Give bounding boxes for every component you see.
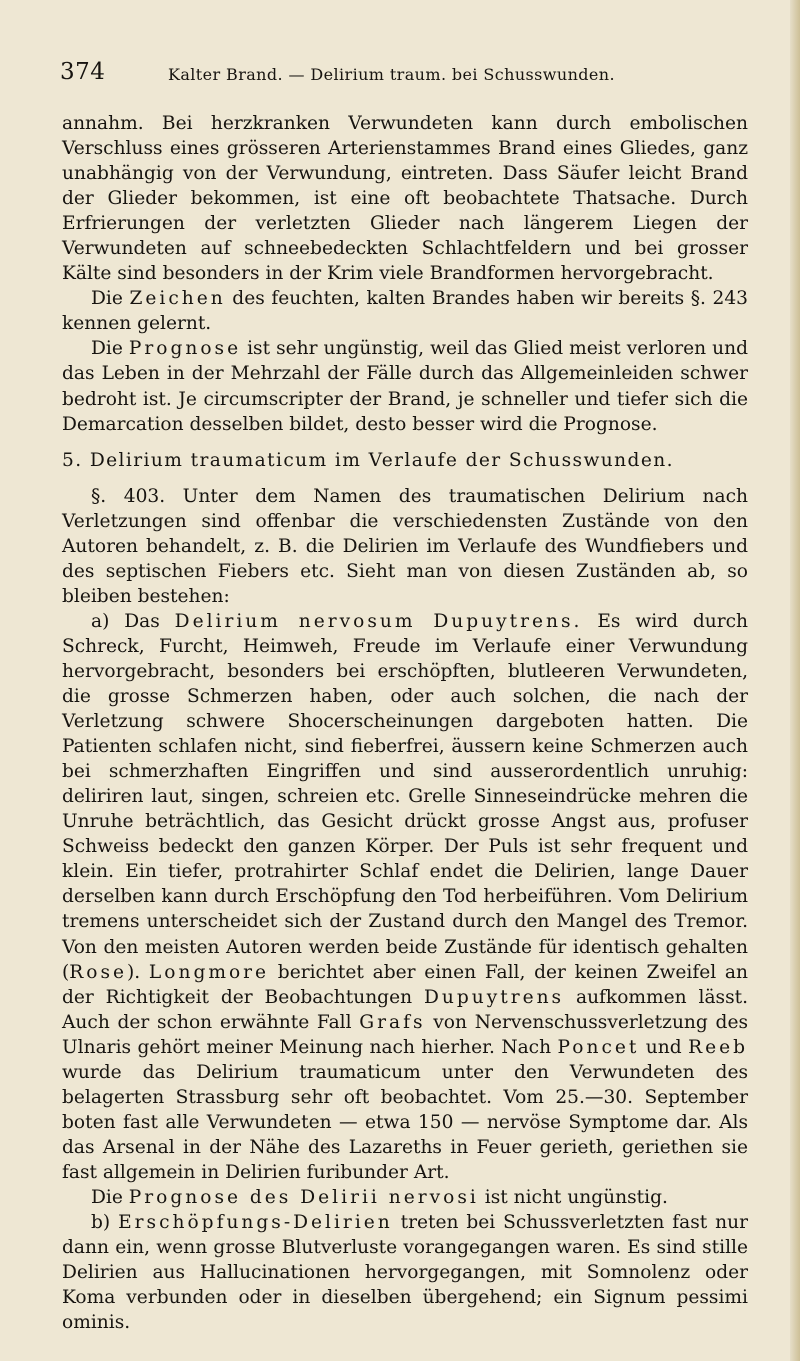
body-text (62, 111, 748, 1335)
paragraph-lead: Die (91, 338, 123, 360)
paragraph-rest: ist nicht ungünstig. (484, 1186, 668, 1208)
spaced-name-rose: Rose (69, 961, 128, 983)
paragraph-prognosis (62, 336, 748, 436)
spaced-name-poncet: Poncet (557, 1036, 640, 1058)
text-run: von Nervenschussverletzung des Ulnaris gehört meiner Meinung nach hierher. Nach (62, 1011, 748, 1058)
spaced-term-zeichen: Zeichen (129, 288, 226, 310)
paragraph-rest: treten bei Schussverletzten fast nur dann ein, wenn grosse Blutverluste vorangegangen waren. Es sind stille Delirien aus Hallucinationen hervorgegangen, mit Somnolenz oder Koma verbunden oder in dieselben übergehend; ein Signum pessimi ominis. (62, 1212, 748, 1334)
spaced-term-prognose: Prognose (128, 338, 242, 360)
spaced-name-longmore: Longmore (148, 961, 270, 983)
paragraph-lead: b) (91, 1212, 111, 1234)
spaced-term-prognose-delirii: Prognose des Delirii nervosi (128, 1186, 479, 1208)
spaced-name-dupuytrens: Dupuytrens (423, 986, 565, 1008)
text-run: berichtet aber einen Fall, der keinen Zweifel an der Richtigkeit der Beobachtungen (62, 961, 748, 1008)
running-header (60, 59, 760, 89)
page-number: 374 (60, 59, 106, 85)
paragraph-rest: ist sehr ungünstig, weil das Glied meist verloren und das Leben in der Mehrzahl der Fälle durch das Allgemeinleiden schwer bedroht ist. Je circumscripter der Brand, je schneller und tiefer sich die Demarcation desselben bildet, desto besser wird die Prognose. (62, 338, 748, 435)
text-run: aufkommen lässt. Auch der schon erwähnte Fall (62, 986, 748, 1033)
paragraph-erschoepfungs-delirien (62, 1210, 748, 1335)
page-edge (790, 0, 800, 1361)
spaced-term-delirium-nervosum: Delirium nervosum Dupuytrens. (174, 610, 583, 632)
spaced-name-grafs: Grafs (359, 1011, 426, 1033)
text-run: ). (127, 961, 141, 983)
paragraph-lead: Die (91, 288, 123, 310)
running-head: Kalter Brand. — Delirium traum. bei Schusswunden. (168, 65, 615, 84)
spaced-name-reeb: Reeb (688, 1036, 748, 1058)
section-heading: 5. Delirium traumaticum im Verlaufe der Schusswunden. (62, 449, 674, 471)
paragraph-delirium-nervosum (62, 609, 748, 1185)
text-run: Es wird durch Schreck, Furcht, Heimweh, Freude im Verlaufe einer Verwundung hervorgebracht, besonders bei erschöpften, blutleeren Verwundeten, die grosse Schmerzen haben, oder auch solchen, die nach der Verletzung schwere Shocerscheinungen dargeboten hatten. Die Patienten schlafen nicht, sind fieberfrei, äussern keine Schmerzen auch bei schmerzhaften Eingriffen und sind ausserordentlich unruhig: deliriren laut, singen, schreien etc. Grelle Sinneseindrücke mehren die Unruhe beträchtlich, das Gesicht drückt grosse Angst aus, profuser Schweiss bedeckt den ganzen Körper. Der Puls ist sehr frequent und klein. Ein tiefer, protrahirter Schlaf endet die Delirien, lange Dauer derselben kann durch Erschöpfung den Tod herbeiführen. Vom Delirium tremens unterscheidet sich der Zustand durch den Mangel des Tremor. Von den meisten Autoren werden beide Zustände für identisch gehalten ( (62, 610, 749, 983)
paragraph-rest: des feuchten, kalten Brandes haben wir bereits §. 243 kennen gelernt. (62, 288, 748, 335)
text-run: a) Das (91, 610, 160, 632)
text-run: wurde das Delirium traumaticum unter den Verwundeten des belagerten Strassburg sehr oft beobachtet. Vom 25.—30. September boten fast alle Verwundeten — etwa 150 — nervöse Symptome dar. Als das Arsenal in der Nähe des Lazareths in Feuer gerieth, geriethen sie fast allgemein in Delirien furibunder Art. (62, 1061, 748, 1183)
paragraph-403: §. 403. Unter dem Namen des traumatischen Delirium nach Verletzungen sind offenbar die verschiedensten Zustände von den Autoren behandelt, z. B. die Delirien im Verlaufe des Wundfiebers und des septischen Fiebers etc. Sieht man von diesen Zuständen ab, so bleiben bestehen: (62, 485, 748, 607)
text-run: und (645, 1036, 682, 1058)
paragraph-lead: Die (91, 1186, 123, 1208)
paragraph-prognosis-delirii (62, 1185, 748, 1210)
paragraph-symptoms (62, 286, 748, 336)
spaced-term-erschoepfungs-delirien: Erschöpfungs-Delirien (118, 1212, 393, 1234)
paragraph-gangrene-causes: annahm. Bei herzkranken Verwundeten kann durch embolischen Verschluss eines grösseren Arterienstammes Brand eines Gliedes, ganz unabhängig von der Verwundung, eintreten. Dass Säufer leicht Brand der Glieder bekommen, ist eine oft beobachtete Thatsache. Durch Erfrierungen der verletzten Glieder nach längerem Liegen der Verwundeten auf schneebedeckten Schlachtfeldern und bei grosser Kälte sind besonders in der Krim viele Brandformen hervorgebracht. (62, 113, 748, 285)
